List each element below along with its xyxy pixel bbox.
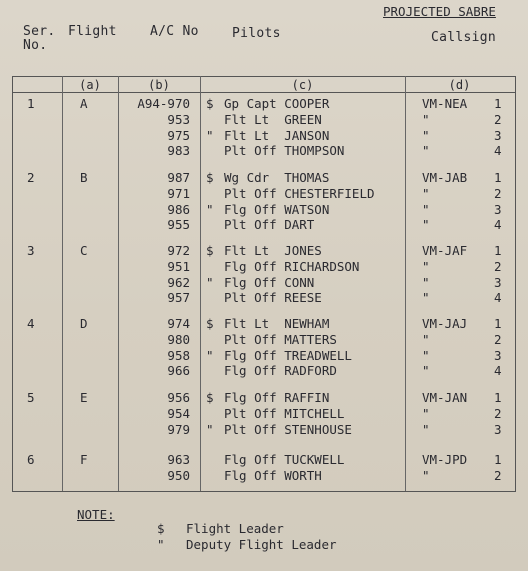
callsign-number: 2 [494,185,502,201]
header-ser: Ser. [23,24,56,39]
header-flight: Flight [68,24,117,39]
table-row [0,217,528,233]
callsign-number: 4 [494,143,502,159]
callsign-number: 1 [494,390,502,405]
aircraft-number: 979 [167,421,190,437]
callsign-number: 2 [494,331,502,347]
legend-symbol-flight-leader: $ [157,521,165,536]
aircraft-number: 951 [167,258,190,274]
callsign-number: 3 [494,274,502,290]
callsign-number: 4 [494,290,502,306]
header-divider [12,92,515,93]
table-row [0,143,528,159]
pilot-name: Flg Off RAFFIN [224,390,330,405]
callsign: " [422,274,430,290]
callsign: " [422,185,430,201]
aircraft-number: 957 [167,290,190,306]
callsign: " [422,363,430,379]
legend-symbol-deputy: " [157,537,165,552]
pilot-name: Flg Off RADFORD [224,363,337,379]
callsign-number: 3 [494,421,502,437]
callsign-number: 3 [494,127,502,143]
callsign-number: 1 [494,452,502,467]
leader-mark: " [206,127,214,143]
callsign: VM-NEA [422,96,468,111]
flight-letter: A [80,96,88,111]
pilot-name: Flg Off CONN [224,274,315,290]
leader-mark: $ [206,170,214,185]
aircraft-number: 950 [167,467,190,483]
aircraft-number: 953 [167,111,190,127]
callsign: " [422,347,430,363]
aircraft-number: 983 [167,143,190,159]
callsign: " [422,290,430,306]
serial-number: 3 [27,243,35,258]
pilot-name: Plt Off CHESTERFIELD [224,185,375,201]
table-row [0,186,528,202]
pilot-name: Flt Lt JONES [224,243,322,258]
pilot-name: Plt Off MATTERS [224,331,337,347]
callsign-number: 2 [494,111,502,127]
table-row [0,468,528,484]
table-row [0,348,528,364]
table-row [0,275,528,291]
pilot-name: Flt Lt GREEN [224,111,322,127]
note-heading: NOTE: [77,507,115,522]
pilot-name: Plt Off DART [224,217,315,233]
aircraft-number: 966 [167,363,190,379]
aircraft-number: 975 [167,127,190,143]
flight-letter: D [80,316,88,331]
pilot-name: Plt Off THOMPSON [224,143,345,159]
table-row [0,316,528,332]
legend-text-flight-leader: Flight Leader [186,521,284,536]
serial-number: 5 [27,390,35,405]
column-code-b: (b) [148,78,170,92]
table-row [0,170,528,186]
header-callsign: Callsign [431,30,497,45]
callsign-number: 2 [494,467,502,483]
leader-mark: $ [206,96,214,111]
aircraft-number: 986 [167,201,190,217]
table-row [0,243,528,259]
column-code-d: (d) [448,78,471,92]
callsign: " [422,467,430,483]
table-row [0,96,528,112]
table-row [0,259,528,275]
callsign-number: 1 [494,243,502,258]
flight-letter: B [80,170,88,185]
aircraft-number: 974 [167,316,190,331]
callsign: " [422,217,430,233]
table-row [0,112,528,128]
table-row [0,390,528,406]
pilot-name: Plt Off MITCHELL [224,405,345,421]
callsign-number: 1 [494,96,502,111]
callsign: " [422,111,430,127]
callsign-number: 1 [494,316,502,331]
table-row [0,202,528,218]
pilot-name: Flg Off RICHARDSON [224,258,360,274]
pilot-name: Wg Cdr THOMAS [224,170,330,185]
aircraft-number: 972 [167,243,190,258]
serial-number: 4 [27,316,35,331]
aircraft-number: 955 [167,217,190,233]
callsign: VM-JAB [422,170,468,185]
table-row [0,290,528,306]
serial-number: 6 [27,452,35,467]
header-no: No. [23,38,48,53]
aircraft-number: 956 [167,390,190,405]
column-code-c: (c) [291,78,314,92]
callsign: " [422,127,430,143]
aircraft-number: A94-970 [137,96,190,111]
leader-mark: $ [206,316,214,331]
table-row [0,422,528,438]
pilot-name: Flg Off TREADWELL [224,347,352,363]
flight-letter: E [80,390,88,405]
callsign-number: 3 [494,347,502,363]
callsign-number: 4 [494,363,502,379]
header-pilots: Pilots [232,26,281,41]
leader-mark: " [206,274,214,290]
table-row [0,406,528,422]
table-row [0,363,528,379]
aircraft-number: 958 [167,347,190,363]
callsign-number: 2 [494,258,502,274]
callsign: " [422,331,430,347]
pilot-name: Flt Lt JANSON [224,127,330,143]
legend-text-deputy: Deputy Flight Leader [186,537,337,552]
callsign: " [422,201,430,217]
header-ac-no: A/C No [150,24,199,39]
aircraft-number: 963 [167,452,190,467]
leader-mark: $ [206,243,214,258]
callsign: " [422,421,430,437]
pilot-name: Flg Off TUCKWELL [224,452,345,467]
callsign-number: 4 [494,217,502,233]
pilot-name: Plt Off REESE [224,290,322,306]
aircraft-number: 980 [167,331,190,347]
leader-mark: " [206,421,214,437]
callsign: " [422,143,430,159]
flight-letter: F [80,452,88,467]
callsign: VM-JAF [422,243,468,258]
table-row [0,332,528,348]
callsign-number: 3 [494,201,502,217]
leader-mark: " [206,201,214,217]
aircraft-number: 987 [167,170,190,185]
callsign: VM-JAJ [422,316,468,331]
aircraft-number: 954 [167,405,190,421]
aircraft-number: 962 [167,274,190,290]
callsign: VM-JPD [422,452,468,467]
callsign-number: 2 [494,405,502,421]
callsign: " [422,405,430,421]
pilot-name: Plt Off STENHOUSE [224,421,352,437]
pilot-name: Gp Capt COOPER [224,96,330,111]
callsign: " [422,258,430,274]
pilot-name: Flt Lt NEWHAM [224,316,330,331]
serial-number: 1 [27,96,35,111]
flight-letter: C [80,243,88,258]
aircraft-number: 971 [167,185,190,201]
serial-number: 2 [27,170,35,185]
callsign-number: 1 [494,170,502,185]
column-code-a: (a) [79,78,101,92]
callsign: VM-JAN [422,390,468,405]
leader-mark: $ [206,390,214,405]
pilot-name: Flg Off WORTH [224,467,322,483]
document-title: PROJECTED SABRE [383,4,496,19]
leader-mark: " [206,347,214,363]
table-row [0,128,528,144]
pilot-name: Flg Off WATSON [224,201,330,217]
table-row [0,452,528,468]
